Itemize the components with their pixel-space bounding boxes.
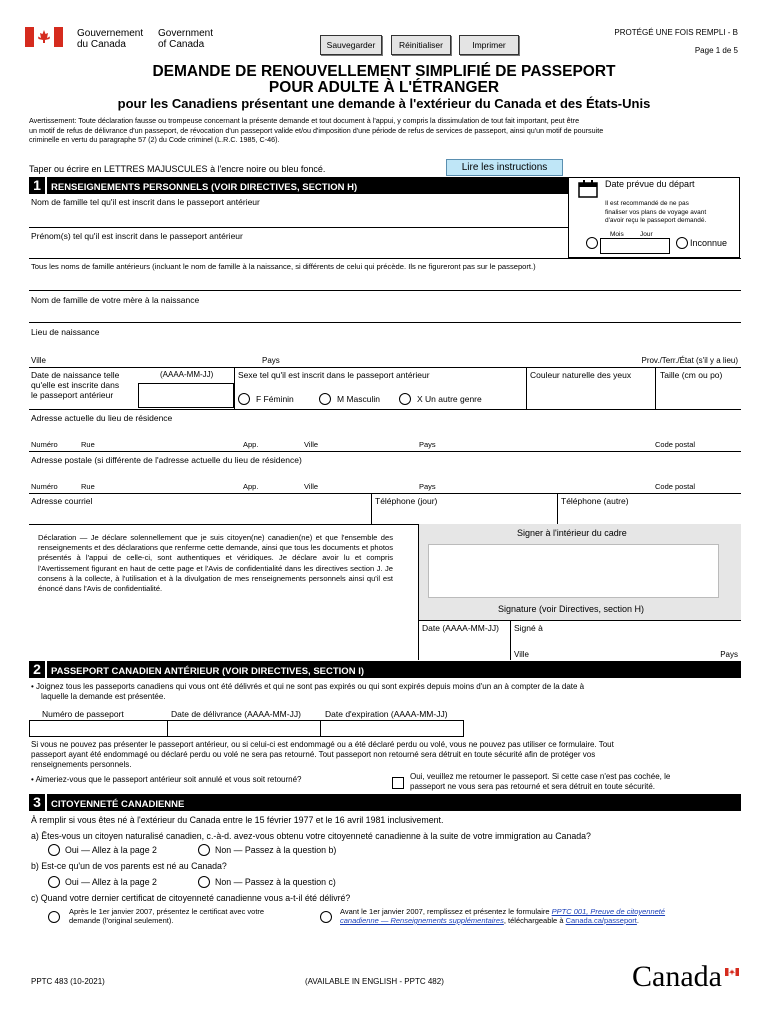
signature-box[interactable] xyxy=(428,544,719,598)
question-b: b) Est-ce qu'un de vos parents est né au Canada? xyxy=(31,861,227,871)
form-code: PPTC 483 (10-2021) xyxy=(31,977,105,986)
gov-en-line2: of Canada xyxy=(158,39,205,50)
s3-intro: À remplir si vous êtes né à l'extérieur du Canada entre le 15 février 1977 et le 16 avril 1981 inclusivement. xyxy=(31,815,444,825)
signed-city-label: Ville xyxy=(514,650,529,659)
section-3-number: 3 xyxy=(29,794,47,811)
passport-number-input[interactable] xyxy=(29,720,168,737)
save-button[interactable]: Sauvegarder xyxy=(320,35,382,55)
wordmark-flag-icon xyxy=(725,963,739,971)
protected-label: PROTÉGÉ UNE FOIS REMPLI - B xyxy=(614,28,738,37)
phone-other-label: Téléphone (autre) xyxy=(561,496,629,506)
mail-apt-label: App. xyxy=(243,482,259,491)
title-line2: POUR ADULTE À L'ÉTRANGER xyxy=(268,79,500,96)
sign-date-label: Date (AAAA-MM-JJ) xyxy=(422,623,499,633)
departure-unknown-label: Inconnue xyxy=(690,238,728,248)
s2-note-line1: Si vous ne pouvez pas présenter le passeport antérieur, ou si celui-ci est endommagé ou a été déclaré perdu ou volé, vous ne pouvez pas utiliser ce formulaire. Tout xyxy=(31,740,614,749)
dob-label-2: qu'elle est inscrite dans xyxy=(31,380,120,390)
qa-yes-label: Oui — Allez à la page 2 xyxy=(65,845,157,855)
warning-line2: un motif de refus de délivrance d'un passeport, de révocation d'un passeport valide et/ou d'imposition d'une période de refus de services de passeport, ainsi qu'un motif de poursuite xyxy=(29,125,604,135)
issue-date-label: Date de délivrance (AAAA-MM-JJ) xyxy=(171,709,301,719)
passport-number-label: Numéro de passeport xyxy=(42,709,124,719)
signature-label: Signature (voir Directives, section H) xyxy=(498,604,645,614)
pptc001-link-cont[interactable]: canadienne — Renseignements supplémentaires xyxy=(340,916,504,925)
given-names-label: Prénom(s) tel qu'il est inscrit dans le passeport antérieur xyxy=(31,231,243,241)
email-label: Adresse courriel xyxy=(31,496,93,506)
day-label: Jour xyxy=(640,231,653,238)
warning-line1: Avertissement: Toute déclaration fausse ou trompeuse concernant la présente demande et tout document à l'appui, y compris la dissimulation de tout fait important, peut être xyxy=(29,116,580,125)
addr-postal-label: Code postal xyxy=(655,440,696,449)
qb-no-label: Non — Passez à la question c) xyxy=(215,877,336,887)
qa-no-label: Non — Passez à la question b) xyxy=(215,845,337,855)
departure-note-2: finaliser vos plans de voyage avant xyxy=(605,208,707,216)
qc-before-end: . xyxy=(636,916,639,925)
signed-country-label: Pays xyxy=(720,650,738,659)
expiry-date-input[interactable] xyxy=(320,720,464,737)
gov-en-line1: Government xyxy=(158,28,214,39)
qc-after-line2: demande (l'original seulement). xyxy=(69,916,174,925)
birth-city-label: Ville xyxy=(31,356,46,365)
section-2-header xyxy=(29,661,741,678)
declaration-text: Déclaration — Je déclare solennellement que je suis citoyen(ne) canadien(ne) et que l'ensemble des renseignements et des déclarations que renferme cette demande, ainsi que tous les documents et photos présentés à l'appui de celle-ci, sont authentiques et véridiques. Je déclare avoir lu et compris l'Avertissement figurant en haut de cette page et l'Avis de confidentialité dans les directives section J. Je consens à la collecte, à l'utilisation et à la divulgation de mes renseignements personnels ainsi qu'il est énoncé dans l'Avis de confidentialité. xyxy=(38,533,394,594)
birthplace-label: Lieu de naissance xyxy=(31,327,100,337)
sign-inside-label: Signer à l'intérieur du cadre xyxy=(517,528,627,538)
english-version-note: (AVAILABLE IN ENGLISH - PPTC 482) xyxy=(305,977,444,986)
departure-title: Date prévue du départ xyxy=(605,179,695,189)
title-line1: DEMANDE DE RENOUVELLEMENT SIMPLIFIÉ DE PASSEPORT xyxy=(152,63,616,80)
mother-name-label: Nom de famille de votre mère à la naissance xyxy=(31,295,200,305)
sex-m-radio[interactable] xyxy=(319,393,331,405)
mail-street-label: Rue xyxy=(81,482,95,491)
mailing-address-label: Adresse postale (si différente de l'adresse actuelle du lieu de résidence) xyxy=(31,455,302,465)
canada-wordmark: Canada xyxy=(632,960,722,993)
print-button[interactable]: Imprimer xyxy=(459,35,519,55)
departure-note-3: d'avoir reçu le passeport demandé. xyxy=(605,217,707,224)
section-1-number: 1 xyxy=(29,177,47,194)
sex-f-radio[interactable] xyxy=(238,393,250,405)
qb-no-radio[interactable] xyxy=(198,876,210,888)
qc-after-radio[interactable] xyxy=(48,911,60,923)
sex-x-label: X Un autre genre xyxy=(417,394,482,404)
cancel-question: • Aimeriez-vous que le passeport antérieur soit annulé et vous soit retourné? xyxy=(31,775,302,784)
departure-date-input[interactable] xyxy=(600,238,670,254)
expiry-date-label: Date d'expiration (AAAA-MM-JJ) xyxy=(325,709,448,719)
birth-province-label: Prov./Terr./État (s'il y a lieu) xyxy=(641,356,738,365)
canada-passport-link[interactable]: Canada.ca/passeport xyxy=(565,916,637,925)
current-address-label: Adresse actuelle du lieu de résidence xyxy=(31,413,173,423)
dob-input[interactable] xyxy=(138,383,234,408)
sex-m-label: M Masculin xyxy=(337,394,380,404)
instructions-text: Taper ou écrire en LETTRES MAJUSCULES à l'encre noire ou bleu foncé. xyxy=(29,164,326,174)
addr-country-label: Pays xyxy=(419,440,436,449)
sex-f-label: F Féminin xyxy=(256,394,294,404)
addr-street-label: Rue xyxy=(81,440,95,449)
mail-postal-label: Code postal xyxy=(655,482,696,491)
s2-bullet1-line1: • Joignez tous les passeports canadiens qui vous ont été délivrés et qui ne sont pas expirés ou qui sont expirés depuis moins d'un an à compter de la date à xyxy=(31,682,585,691)
addr-number-label: Numéro xyxy=(31,440,58,449)
mail-number-label: Numéro xyxy=(31,482,58,491)
dob-label-3: le passeport antérieur xyxy=(31,390,114,400)
addr-apt-label: App. xyxy=(243,440,259,449)
s2-note-line2: passeport ayant été endommagé ou déclaré perdu ou volé ne sera pas retourné. Tout passeport non retourné sera détruit en toute sécurité afin de protéger vos xyxy=(31,750,596,759)
return-passport-line1: Oui, veuillez me retourner le passeport. Si cette case n'est pas cochée, le xyxy=(410,772,671,781)
qb-yes-radio[interactable] xyxy=(48,876,60,888)
month-label: Mois xyxy=(610,231,624,238)
sex-label: Sexe tel qu'il est inscrit dans le passeport antérieur xyxy=(238,370,430,380)
s2-note-line3: renseignements personnels. xyxy=(31,760,132,769)
section-2-title: PASSEPORT CANADIEN ANTÉRIEUR (VOIR DIRECTIVES, SECTION I) xyxy=(51,666,364,677)
height-label: Taille (cm ou po) xyxy=(660,370,723,380)
section-1-header xyxy=(29,177,568,194)
mail-city-label: Ville xyxy=(304,482,319,491)
qc-after-line1: Après le 1er janvier 2007, présentez le certificat avec votre xyxy=(69,907,265,916)
canada-flag-logo xyxy=(25,27,63,47)
section-3-header xyxy=(29,794,741,811)
section-1-title: RENSEIGNEMENTS PERSONNELS (VOIR DIRECTIVES, SECTION H) xyxy=(51,182,358,193)
qc-before-mid: , téléchargeable à xyxy=(503,916,564,925)
return-passport-checkbox[interactable] xyxy=(392,777,404,789)
return-passport-line2: passeport ne vous sera pas retourné et sera détruit en toute sécurité. xyxy=(410,782,656,791)
eye-color-label: Couleur naturelle des yeux xyxy=(530,370,632,380)
signed-at-label: Signé à xyxy=(514,623,543,633)
surname-label: Nom de famille tel qu'il est inscrit dans le passeport antérieur xyxy=(31,197,260,207)
qb-yes-label: Oui — Allez à la page 2 xyxy=(65,877,157,887)
previous-names-label: Tous les noms de famille antérieurs (incluant le nom de famille à la naissance, si différents de celui qui précède. Ils ne figureront pas sur le passeport.) xyxy=(31,262,536,271)
departure-date-radio[interactable] xyxy=(586,237,598,249)
qa-yes-radio[interactable] xyxy=(48,844,60,856)
dob-format: (AAAA-MM-JJ) xyxy=(160,370,214,379)
mail-country-label: Pays xyxy=(419,482,436,491)
question-c: c) Quand votre dernier certificat de citoyenneté canadienne vous a-t-il été délivré? xyxy=(31,893,351,903)
departure-note-1: Il est recommandé de ne pas xyxy=(605,200,689,207)
s2-bullet1-line2: laquelle la demande est présentée. xyxy=(41,692,166,701)
calendar-icon xyxy=(578,180,598,198)
reset-button[interactable]: Réinitialiser xyxy=(391,35,451,55)
birth-country-label: Pays xyxy=(262,356,280,365)
gov-fr-line1: Gouvernement xyxy=(77,28,144,39)
qc-before-text xyxy=(340,907,740,925)
pptc001-link[interactable]: PPTC 001, Preuve de citoyenneté xyxy=(551,907,666,916)
qc-before-radio[interactable] xyxy=(320,911,332,923)
gov-fr-line2: du Canada xyxy=(77,39,126,50)
question-a: a) Êtes-vous un citoyen naturalisé canadien, c.-à-d. avez-vous obtenu votre citoyenneté canadienne à la suite de votre immigration au Canada? xyxy=(31,831,591,841)
addr-city-label: Ville xyxy=(304,440,319,449)
section-2-number: 2 xyxy=(29,661,47,678)
qa-no-radio[interactable] xyxy=(198,844,210,856)
departure-unknown-radio[interactable] xyxy=(676,237,688,249)
read-instructions-button[interactable]: Lire les instructions xyxy=(446,159,563,176)
qc-before-lead: Avant le 1er janvier 2007, remplissez et présentez le formulaire xyxy=(340,907,550,916)
page-number: Page 1 de 5 xyxy=(694,46,738,55)
issue-date-input[interactable] xyxy=(167,720,321,737)
title-line3: pour les Canadiens présentant une demande à l'extérieur du Canada et des États-Unis xyxy=(117,96,651,111)
sex-x-radio[interactable] xyxy=(399,393,411,405)
warning-line3: criminelle en vertu du paragraphe 57 (2) du Code criminel (L.R.C. 1985, C-46). xyxy=(29,135,280,145)
section-3-title: CITOYENNETÉ CANADIENNE xyxy=(51,799,185,810)
dob-label-1: Date de naissance telle xyxy=(31,370,120,380)
phone-day-label: Téléphone (jour) xyxy=(375,496,438,506)
